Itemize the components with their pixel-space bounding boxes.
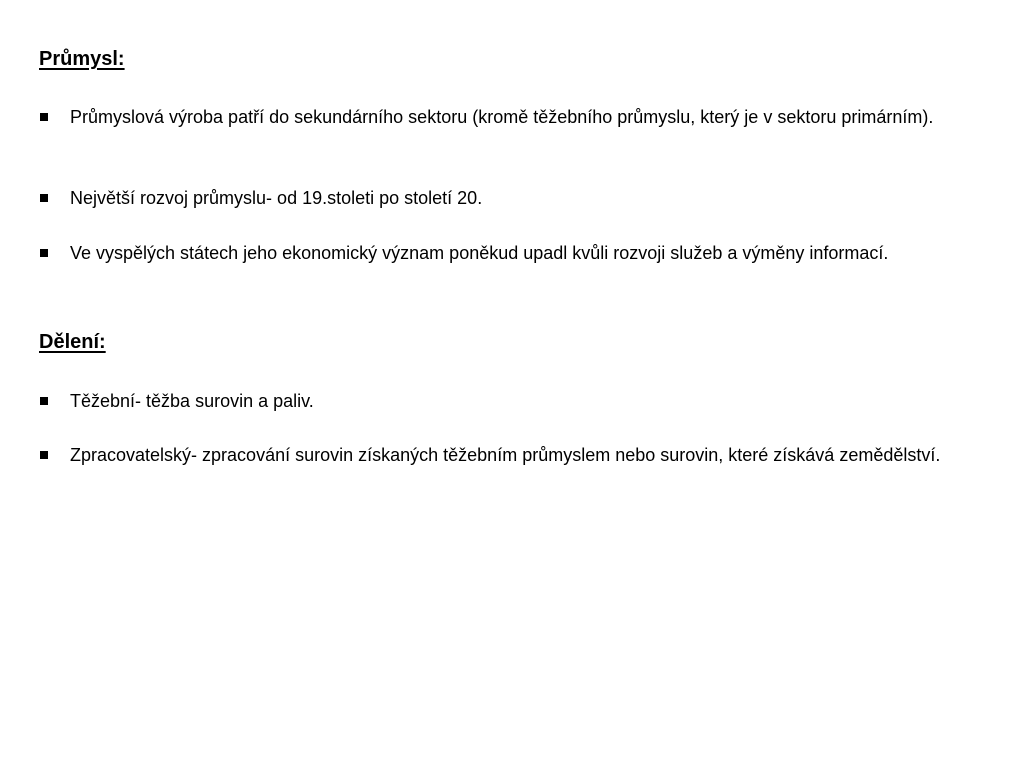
square-bullet-icon <box>40 113 48 121</box>
list-item <box>40 106 960 130</box>
square-bullet-icon <box>40 451 48 459</box>
list-item-text: Zpracovatelský- zpracování surovin získaných těžebním průmyslem nebo surovin, které získává zemědělství. <box>70 445 941 465</box>
square-bullet-icon <box>40 249 48 257</box>
list-item <box>40 187 960 211</box>
list-item <box>40 390 960 414</box>
section-heading-deleni: Dělení: <box>39 331 106 353</box>
list-item <box>40 444 960 468</box>
list-item-text: Největší rozvoj průmyslu- od 19.stoleti po století 20. <box>70 188 483 208</box>
square-bullet-icon <box>40 194 48 202</box>
list-item-text: Těžební- těžba surovin a paliv. <box>70 391 314 411</box>
square-bullet-icon <box>40 397 48 405</box>
list-item-text: Průmyslová výroba patří do sekundárního sektoru (kromě těžebního průmyslu, který je v sektoru primárním). <box>70 107 934 127</box>
list-item <box>40 242 960 266</box>
section-heading-prumysl: Průmysl: <box>39 48 125 70</box>
list-item-text: Ve vyspělých státech jeho ekonomický význam poněkud upadl kvůli rozvoji služeb a výměny informací. <box>70 243 889 263</box>
